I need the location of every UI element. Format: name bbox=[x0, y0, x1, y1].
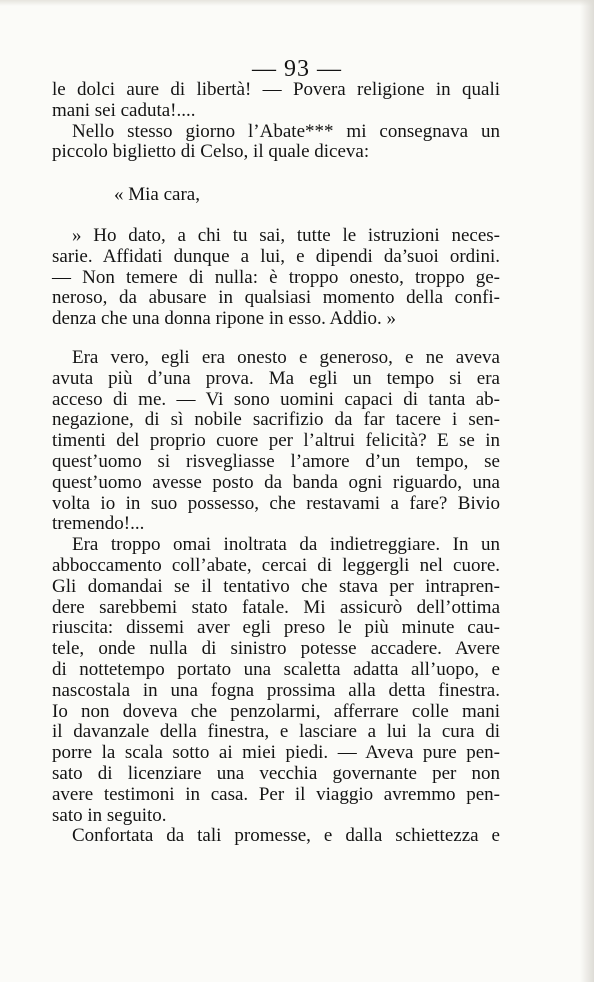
text-line: Nello stesso giorno l’Abate*** mi consegnava un bbox=[72, 120, 500, 142]
text-line: abboccamento coll’abate, cercai di leggergli nel cuore. bbox=[52, 554, 500, 576]
text-line: timenti del proprio cuore per l’altrui felicità? E se in bbox=[52, 430, 500, 452]
text-line: denza che una donna ripone in esso. Addio. » bbox=[52, 308, 397, 330]
text-line: acceso di me. — Vi sono uomini capaci di tanta ab- bbox=[52, 388, 500, 410]
paragraph-gap bbox=[52, 163, 500, 185]
text-line: — Non temere di nulla: è troppo onesto, troppo ge- bbox=[52, 266, 500, 288]
text-line: Era vero, egli era onesto e generoso, e ne aveva bbox=[72, 346, 500, 368]
text-line: dere sarebbemi stato fatale. Mi assicurò dell’ottima bbox=[52, 596, 500, 618]
text-line: sato di licenziare una vecchia governante per non bbox=[52, 762, 500, 784]
body-text bbox=[52, 80, 500, 847]
text-line: Io non doveva che penzolarmi, afferrare colle mani bbox=[52, 700, 500, 722]
text-line: nascostala in una fogna prossima alla detta finestra. bbox=[52, 679, 500, 701]
page-number: — 93 — bbox=[252, 56, 342, 82]
text-line: Gli domandai se il tentativo che stava per intrapren- bbox=[52, 575, 500, 597]
text-line: neroso, da abusare in qualsiasi momento della confi- bbox=[52, 287, 500, 309]
text-line: il davanzale della finestra, e lasciare a lui la cura di bbox=[52, 721, 500, 743]
text-line: tremendo!... bbox=[52, 513, 145, 535]
text-line: Confortata da tali promesse, e dalla schiettezza e bbox=[72, 825, 500, 847]
text-line: avuta più d’una prova. Ma egli un tempo si era bbox=[52, 367, 500, 389]
text-line: » Ho dato, a chi tu sai, tutte le istruzioni neces- bbox=[72, 224, 500, 246]
text-line: sarie. Affidati dunque a lui, e dipendi da’suoi ordini. bbox=[52, 245, 500, 267]
text-line: Era troppo omai inoltrata da indietreggiare. In un bbox=[72, 534, 500, 556]
text-line: piccolo biglietto di Celso, il quale diceva: bbox=[52, 141, 370, 163]
text-line: sato in seguito. bbox=[52, 804, 167, 826]
text-line: tele, onde nulla di sinistro potesse accadere. Avere bbox=[52, 638, 500, 660]
text-line: quest’uomo avesse posto da banda ogni riguardo, una bbox=[52, 471, 500, 493]
text-line: di nottetempo portato una scaletta adatta all’uopo, e bbox=[52, 658, 500, 680]
scan-edge-right bbox=[580, 0, 594, 982]
text-line: avere testimoni in casa. Per il viaggio avremmo pen- bbox=[52, 783, 500, 805]
paragraph-gap bbox=[52, 330, 500, 348]
text-line: negazione, di sì nobile sacrifizio da far tacere i sen- bbox=[52, 409, 500, 431]
text-line: volta io in suo possesso, che restavami a fare? Bivio bbox=[52, 492, 500, 514]
paragraph-gap bbox=[52, 206, 500, 226]
text-line: riuscita: dissemi aver egli preso le più minute cau- bbox=[52, 617, 500, 639]
text-line: mani sei caduta!.... bbox=[52, 99, 196, 121]
text-line: « Mia cara, bbox=[114, 184, 200, 206]
text-line: porre la scala sotto ai miei piedi. — Aveva pure pen- bbox=[52, 742, 500, 764]
text-line: le dolci aure di libertà! — Povera religione in quali bbox=[52, 79, 500, 100]
scan-edge-top bbox=[0, 0, 594, 6]
text-line: quest’uomo si risvegliasse l’amore d’un tempo, se bbox=[52, 450, 500, 472]
